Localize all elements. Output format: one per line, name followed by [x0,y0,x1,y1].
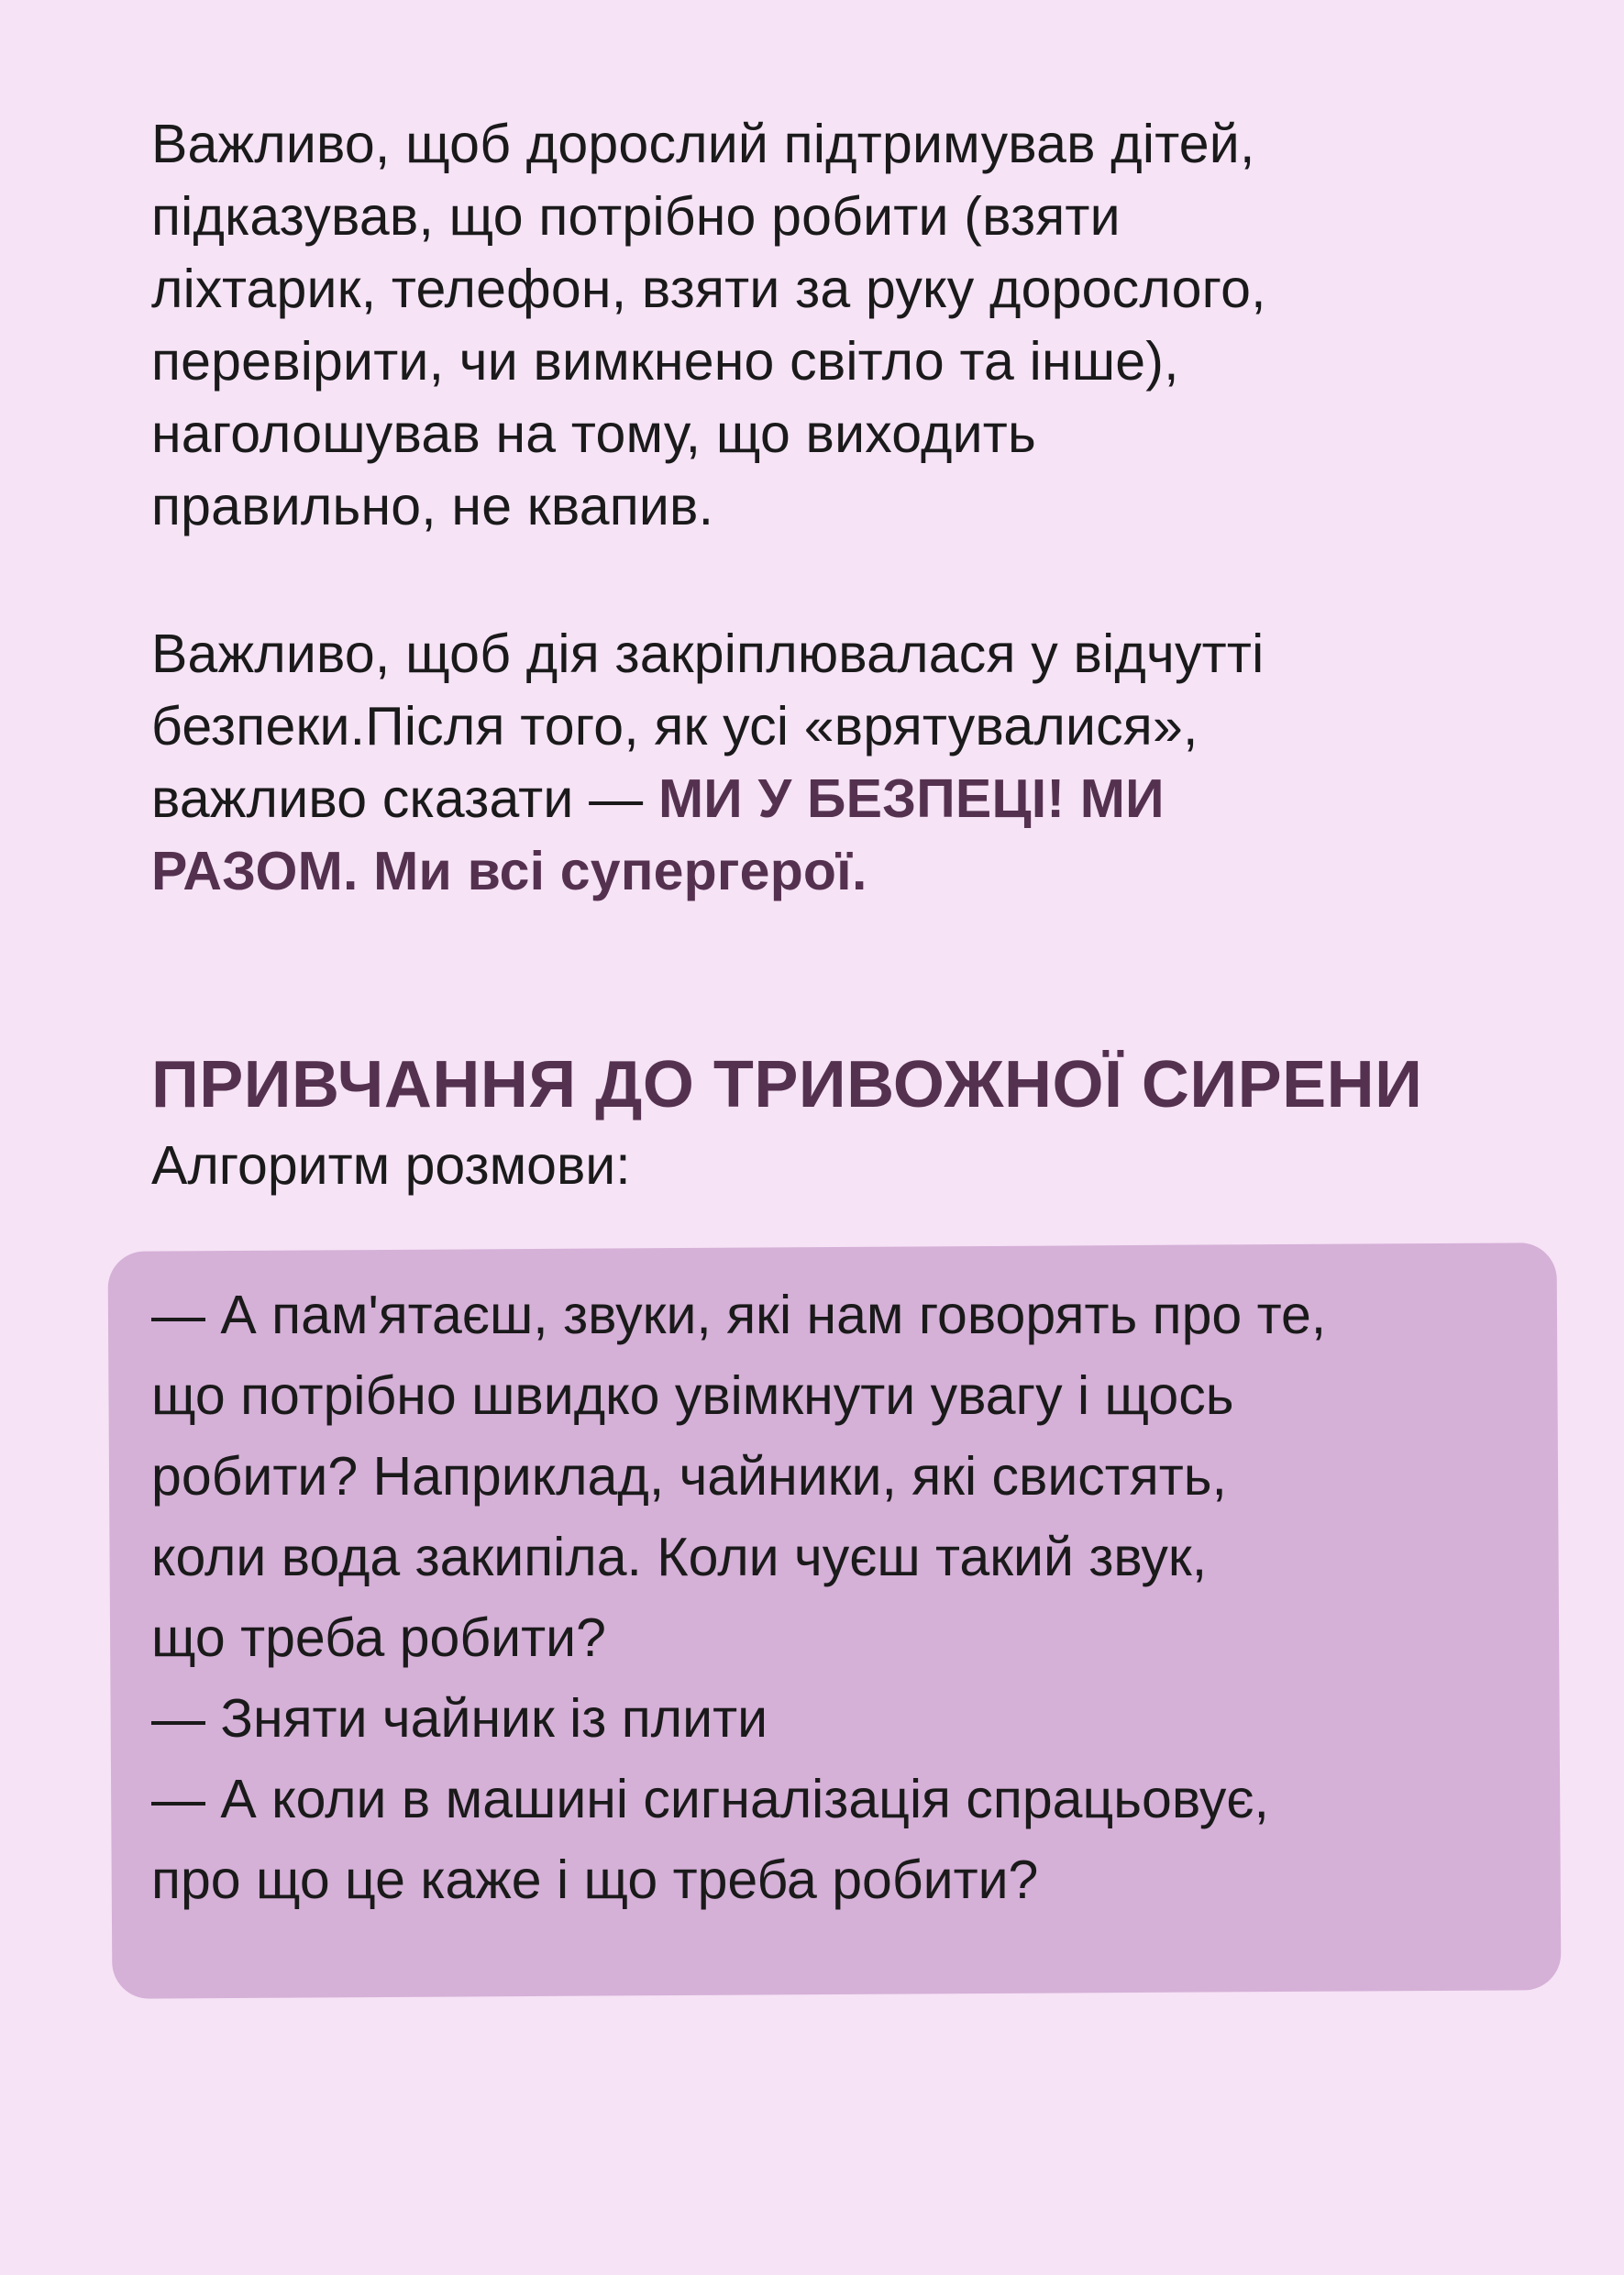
paragraph-line: безпеки.Після того, як усі «врятувалися», [151,696,1199,756]
paragraph-line [151,763,1490,835]
paragraph-line: Важливо, щоб дорослий підтримував дітей, [151,114,1255,174]
dialogue-line: що треба робити? [151,1607,606,1668]
safety-paragraph [151,618,1490,908]
paragraph-line: ліхтарик, телефон, взяти за руку дорослого, [151,259,1266,319]
paragraph-line: правильно, не квапив. [151,476,714,536]
paragraph-line: наголошував на тому, що виходить [151,403,1036,464]
emphasis-text: МИ У БЕЗПЕЦІ! МИ [657,768,1165,829]
paragraph-line: підказував, що потрібно робити (взяти [151,186,1121,247]
paragraph-line: перевірити, чи вимкнено світло та інше), [151,331,1179,392]
section-subheading: Алгоритм розмови: [151,1135,631,1196]
dialogue-line: про що це каже і що треба робити? [151,1850,1039,1910]
section-heading: ПРИВЧАННЯ ДО ТРИВОЖНОЇ СИРЕНИ [151,1048,1423,1121]
dialogue-line: — Зняти чайник із плити [151,1688,768,1749]
dialogue-line: — А пам'ятаєш, звуки, які нам говорять про те, [151,1285,1327,1345]
intro-paragraph [151,108,1490,543]
dialogue-text [151,1275,1545,1920]
emphasis-line: РАЗОМ. Ми всі супергерої. [151,841,867,901]
paragraph-line: Важливо, щоб дія закріплювалася у відчутті [151,624,1265,684]
dialogue-line: робити? Наприклад, чайники, які свистять, [151,1446,1227,1507]
dialogue-line: коли вода закипіла. Коли чуєш такий звук, [151,1527,1208,1587]
dialogue-line: — А коли в машині сигналізація спрацьовує, [151,1769,1269,1829]
dialogue-line: що потрібно швидко увімкнути увагу і щось [151,1365,1234,1426]
paragraph-text: важливо сказати — [151,768,658,829]
